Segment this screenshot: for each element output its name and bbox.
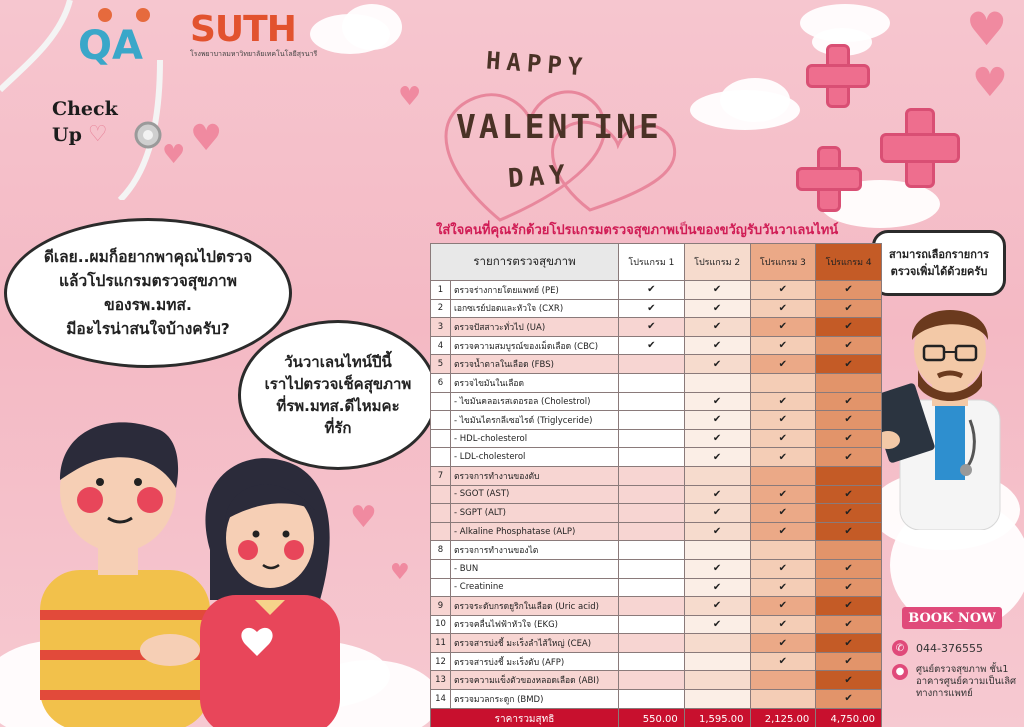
table-row xyxy=(431,615,882,634)
empty-cell xyxy=(684,634,750,653)
title-day: DAY xyxy=(507,159,571,195)
location-line: ศูนย์ตรวจสุขภาพ ชั้น1 xyxy=(916,664,1009,675)
empty-cell xyxy=(750,690,816,709)
empty-cell xyxy=(816,541,882,560)
checkmark-icon: ✔ xyxy=(816,504,882,523)
phone-icon: ✆ xyxy=(892,640,908,656)
cloud xyxy=(720,78,790,122)
row-number: 7 xyxy=(431,466,451,485)
price-program-3: 2,125.00 xyxy=(750,708,816,727)
table-row xyxy=(431,355,882,374)
empty-cell xyxy=(619,690,685,709)
bubble-text-line: เราไปตรวจเช็คสุขภาพ xyxy=(264,375,412,393)
empty-cell xyxy=(816,466,882,485)
checkmark-icon: ✔ xyxy=(816,281,882,300)
checkmark-icon: ✔ xyxy=(816,318,882,337)
checkmark-icon: ✔ xyxy=(816,411,882,430)
table-row xyxy=(431,411,882,430)
empty-cell xyxy=(619,355,685,374)
checkmark-icon: ✔ xyxy=(816,652,882,671)
checkmark-icon: ✔ xyxy=(816,615,882,634)
row-item-label: - ไขมันไตรกลีเซอไรด์ (Triglyceride) xyxy=(451,411,619,430)
row-number xyxy=(431,578,451,597)
checkmark-icon: ✔ xyxy=(750,485,816,504)
table-header-row xyxy=(431,244,882,281)
promo-subtitle: ใส่ใจคนที่คุณรักด้วยโปรแกรมตรวจสุขภาพเป็นของขวัญรับวันวาเลนไทน์ xyxy=(436,223,839,238)
table-row xyxy=(431,448,882,467)
empty-cell xyxy=(619,652,685,671)
heart-icon: ♥ xyxy=(350,500,377,535)
row-number xyxy=(431,392,451,411)
check-up-line1: Check xyxy=(52,98,118,120)
table-row xyxy=(431,373,882,392)
cloud xyxy=(342,4,402,50)
price-program-4: 4,750.00 xyxy=(816,708,882,727)
checkmark-icon: ✔ xyxy=(816,578,882,597)
checkmark-icon: ✔ xyxy=(816,429,882,448)
row-number: 12 xyxy=(431,652,451,671)
doctor-illustration xyxy=(870,290,1020,530)
row-item-label: ตรวจการทำงานของไต xyxy=(451,541,619,560)
location-pin-icon: ● xyxy=(892,664,908,680)
empty-cell xyxy=(619,411,685,430)
bubble-text-line: ที่รัก xyxy=(324,419,352,437)
table-row xyxy=(431,504,882,523)
row-number: 3 xyxy=(431,318,451,337)
row-number: 8 xyxy=(431,541,451,560)
row-item-label: - Alkaline Phosphatase (ALP) xyxy=(451,522,619,541)
row-item-label: เอกซเรย์ปอดและหัวใจ (CXR) xyxy=(451,299,619,318)
row-number xyxy=(431,559,451,578)
bubble-text-line: ที่รพ.มทส.ดีไหมคะ xyxy=(276,397,400,415)
checkmark-icon: ✔ xyxy=(750,299,816,318)
empty-cell xyxy=(619,448,685,467)
heart-icon: ♥ xyxy=(966,2,1008,56)
row-item-label: - SGPT (ALT) xyxy=(451,504,619,523)
bubble-text-line: ของรพ.มทส. xyxy=(104,296,192,314)
medical-cross-icon xyxy=(806,44,870,108)
medical-cross-icon xyxy=(880,108,960,188)
empty-cell xyxy=(619,485,685,504)
checkmark-icon: ✔ xyxy=(816,485,882,504)
empty-cell xyxy=(816,373,882,392)
empty-cell xyxy=(619,615,685,634)
empty-cell xyxy=(619,522,685,541)
heart-icon: ♥ xyxy=(390,560,410,585)
checkmark-icon: ✔ xyxy=(750,411,816,430)
col-header-program-1: โปรแกรม 1 xyxy=(619,244,685,281)
check-up-line2: Up xyxy=(52,124,82,146)
title-happy: HAPPY xyxy=(485,46,590,82)
empty-cell xyxy=(619,578,685,597)
row-number: 5 xyxy=(431,355,451,374)
location-contact xyxy=(892,664,1016,700)
checkmark-icon: ✔ xyxy=(619,336,685,355)
checkmark-icon: ✔ xyxy=(750,336,816,355)
checkmark-icon: ✔ xyxy=(816,690,882,709)
table-row xyxy=(431,281,882,300)
checkmark-icon: ✔ xyxy=(816,671,882,690)
checkmark-icon: ✔ xyxy=(684,597,750,616)
table-row xyxy=(431,671,882,690)
total-label: ราคารวมสุทธิ xyxy=(431,708,619,727)
table-row xyxy=(431,336,882,355)
heart-icon: ♥ xyxy=(972,60,1008,106)
table-row xyxy=(431,597,882,616)
empty-cell xyxy=(619,671,685,690)
row-item-label: - BUN xyxy=(451,559,619,578)
row-item-label: ตรวจระดับกรดยูริกในเลือด (Uric acid) xyxy=(451,597,619,616)
row-item-label: ตรวจสารบ่งชี้ มะเร็งตับ (AFP) xyxy=(451,652,619,671)
heart-icon: ♥ xyxy=(398,82,422,112)
checkmark-icon: ✔ xyxy=(816,522,882,541)
bubble-text-line: มีอะไรน่าสนใจบ้างครับ? xyxy=(66,320,230,338)
heart-icon: ♥ xyxy=(190,118,223,159)
location-line: อาคารศูนย์ความเป็นเลิศ xyxy=(916,676,1017,687)
heart-icon: ♥ xyxy=(162,140,186,170)
heart-outline-icon xyxy=(430,60,690,240)
row-item-label: ตรวจการทำงานของตับ xyxy=(451,466,619,485)
qa-logo-text: QA xyxy=(78,23,143,69)
table-row xyxy=(431,578,882,597)
row-item-label: ตรวจไขมันในเลือด xyxy=(451,373,619,392)
checkmark-icon: ✔ xyxy=(750,634,816,653)
checkmark-icon: ✔ xyxy=(750,429,816,448)
table-row xyxy=(431,318,882,337)
row-item-label: - HDL-cholesterol xyxy=(451,429,619,448)
checkmark-icon: ✔ xyxy=(816,448,882,467)
row-number: 13 xyxy=(431,671,451,690)
table-row xyxy=(431,541,882,560)
empty-cell xyxy=(684,690,750,709)
row-number: 9 xyxy=(431,597,451,616)
speech-bubble-man xyxy=(4,218,292,368)
checkmark-icon: ✔ xyxy=(684,448,750,467)
checkmark-icon: ✔ xyxy=(684,318,750,337)
checkmark-icon: ✔ xyxy=(750,448,816,467)
checkmark-icon: ✔ xyxy=(684,504,750,523)
bubble-text-line: วันวาเลนไทน์ปีนี้ xyxy=(284,353,392,371)
book-now-button[interactable]: BOOK NOW xyxy=(902,607,1002,629)
bubble-text-line: สามารถเลือกรายการ xyxy=(889,248,989,261)
row-item-label: ตรวจร่างกายโดยแพทย์ (PE) xyxy=(451,281,619,300)
checkmark-icon: ✔ xyxy=(684,411,750,430)
price-program-1: 550.00 xyxy=(619,708,685,727)
checkmark-icon: ✔ xyxy=(684,281,750,300)
row-item-label: ตรวจคลื่นไฟฟ้าหัวใจ (EKG) xyxy=(451,615,619,634)
checkmark-icon: ✔ xyxy=(684,522,750,541)
empty-cell xyxy=(750,541,816,560)
empty-cell xyxy=(684,466,750,485)
checkmark-icon: ✔ xyxy=(619,318,685,337)
checkmark-icon: ✔ xyxy=(816,559,882,578)
empty-cell xyxy=(750,466,816,485)
table-row xyxy=(431,485,882,504)
empty-cell xyxy=(619,429,685,448)
checkmark-icon: ✔ xyxy=(684,485,750,504)
empty-cell xyxy=(619,597,685,616)
table-row xyxy=(431,522,882,541)
health-program-table xyxy=(430,243,882,726)
checkmark-icon: ✔ xyxy=(750,559,816,578)
checkmark-icon: ✔ xyxy=(619,281,685,300)
price-program-2: 1,595.00 xyxy=(684,708,750,727)
checkmark-icon: ✔ xyxy=(750,504,816,523)
row-number xyxy=(431,504,451,523)
empty-cell xyxy=(619,392,685,411)
checkmark-icon: ✔ xyxy=(619,299,685,318)
row-number: 1 xyxy=(431,281,451,300)
checkmark-icon: ✔ xyxy=(684,559,750,578)
suth-logo-subtitle: โรงพยาบาลมหาวิทยาลัยเทคโนโลยีสุรนารี xyxy=(190,50,318,58)
table-row xyxy=(431,634,882,653)
checkmark-icon: ✔ xyxy=(684,615,750,634)
col-header-program-3: โปรแกรม 3 xyxy=(750,244,816,281)
col-header-item: รายการตรวจสุขภาพ xyxy=(431,244,619,281)
empty-cell xyxy=(684,373,750,392)
row-number xyxy=(431,485,451,504)
row-item-label: - ไขมันคลอเรสเตอรอล (Cholestrol) xyxy=(451,392,619,411)
empty-cell xyxy=(684,541,750,560)
checkmark-icon: ✔ xyxy=(750,392,816,411)
table-row xyxy=(431,690,882,709)
checkmark-icon: ✔ xyxy=(684,299,750,318)
empty-cell xyxy=(684,671,750,690)
phone-contact xyxy=(892,640,983,656)
row-number: 11 xyxy=(431,634,451,653)
empty-cell xyxy=(619,373,685,392)
row-item-label: ตรวจสารบ่งชี้ มะเร็งลำไส้ใหญ่ (CEA) xyxy=(451,634,619,653)
col-header-program-4: โปรแกรม 4 xyxy=(816,244,882,281)
bubble-text-line: ดีเลย..ผมก็อยากพาคุณไปตรวจ xyxy=(43,248,253,266)
empty-cell xyxy=(750,671,816,690)
empty-cell xyxy=(619,466,685,485)
empty-cell xyxy=(619,541,685,560)
phone-number: 044-376555 xyxy=(916,641,983,655)
qa-logo xyxy=(78,8,168,68)
row-number: 14 xyxy=(431,690,451,709)
empty-cell xyxy=(619,634,685,653)
checkmark-icon: ✔ xyxy=(816,355,882,374)
table-row xyxy=(431,299,882,318)
checkmark-icon: ✔ xyxy=(816,597,882,616)
title-valentine: VALENTINE xyxy=(456,107,662,146)
check-up-label xyxy=(52,96,118,148)
suth-logo-mark: SUTH xyxy=(190,9,296,50)
checkmark-icon: ✔ xyxy=(816,634,882,653)
empty-cell xyxy=(619,559,685,578)
row-item-label: ตรวจมวลกระดูก (BMD) xyxy=(451,690,619,709)
row-number: 2 xyxy=(431,299,451,318)
checkmark-icon: ✔ xyxy=(816,299,882,318)
checkmark-icon: ✔ xyxy=(684,429,750,448)
empty-cell xyxy=(619,504,685,523)
table-row xyxy=(431,652,882,671)
row-number xyxy=(431,411,451,430)
speech-bubble-doctor xyxy=(872,230,1006,296)
table-row xyxy=(431,466,882,485)
checkmark-icon: ✔ xyxy=(750,597,816,616)
checkmark-icon: ✔ xyxy=(684,578,750,597)
table-row xyxy=(431,392,882,411)
couple-illustration xyxy=(20,400,350,727)
total-price-row xyxy=(431,708,882,727)
medical-cross-icon xyxy=(796,146,862,212)
checkmark-icon: ✔ xyxy=(750,355,816,374)
checkmark-icon: ✔ xyxy=(750,318,816,337)
row-number xyxy=(431,448,451,467)
empty-cell xyxy=(750,373,816,392)
row-item-label: - Creatinine xyxy=(451,578,619,597)
row-item-label: - LDL-cholesterol xyxy=(451,448,619,467)
checkmark-icon: ✔ xyxy=(750,281,816,300)
checkmark-icon: ✔ xyxy=(816,336,882,355)
row-item-label: ตรวจความสมบูรณ์ของเม็ดเลือด (CBC) xyxy=(451,336,619,355)
row-number: 6 xyxy=(431,373,451,392)
location-line: ทางการแพทย์ xyxy=(916,688,973,699)
empty-cell xyxy=(684,652,750,671)
table-row xyxy=(431,559,882,578)
row-number: 10 xyxy=(431,615,451,634)
row-item-label: ตรวจความแข็งตัวของหลอดเลือด (ABI) xyxy=(451,671,619,690)
suth-logo xyxy=(190,9,318,60)
row-item-label: ตรวจน้ำตาลในเลือด (FBS) xyxy=(451,355,619,374)
row-item-label: ตรวจปัสสาวะทั่วไป (UA) xyxy=(451,318,619,337)
checkmark-icon: ✔ xyxy=(684,355,750,374)
bubble-text-line: แล้วโปรแกรมตรวจสุขภาพ xyxy=(59,272,237,290)
heart-outline-icon: ♡ xyxy=(87,122,108,147)
row-number: 4 xyxy=(431,336,451,355)
checkmark-icon: ✔ xyxy=(750,615,816,634)
table-row xyxy=(431,429,882,448)
row-number xyxy=(431,429,451,448)
checkmark-icon: ✔ xyxy=(684,336,750,355)
checkmark-icon: ✔ xyxy=(684,392,750,411)
row-item-label: - SGOT (AST) xyxy=(451,485,619,504)
col-header-program-2: โปรแกรม 2 xyxy=(684,244,750,281)
row-number xyxy=(431,522,451,541)
checkmark-icon: ✔ xyxy=(750,652,816,671)
checkmark-icon: ✔ xyxy=(750,578,816,597)
checkmark-icon: ✔ xyxy=(816,392,882,411)
checkmark-icon: ✔ xyxy=(750,522,816,541)
bubble-text-line: ตรวจเพิ่มได้ด้วยครับ xyxy=(890,265,988,278)
